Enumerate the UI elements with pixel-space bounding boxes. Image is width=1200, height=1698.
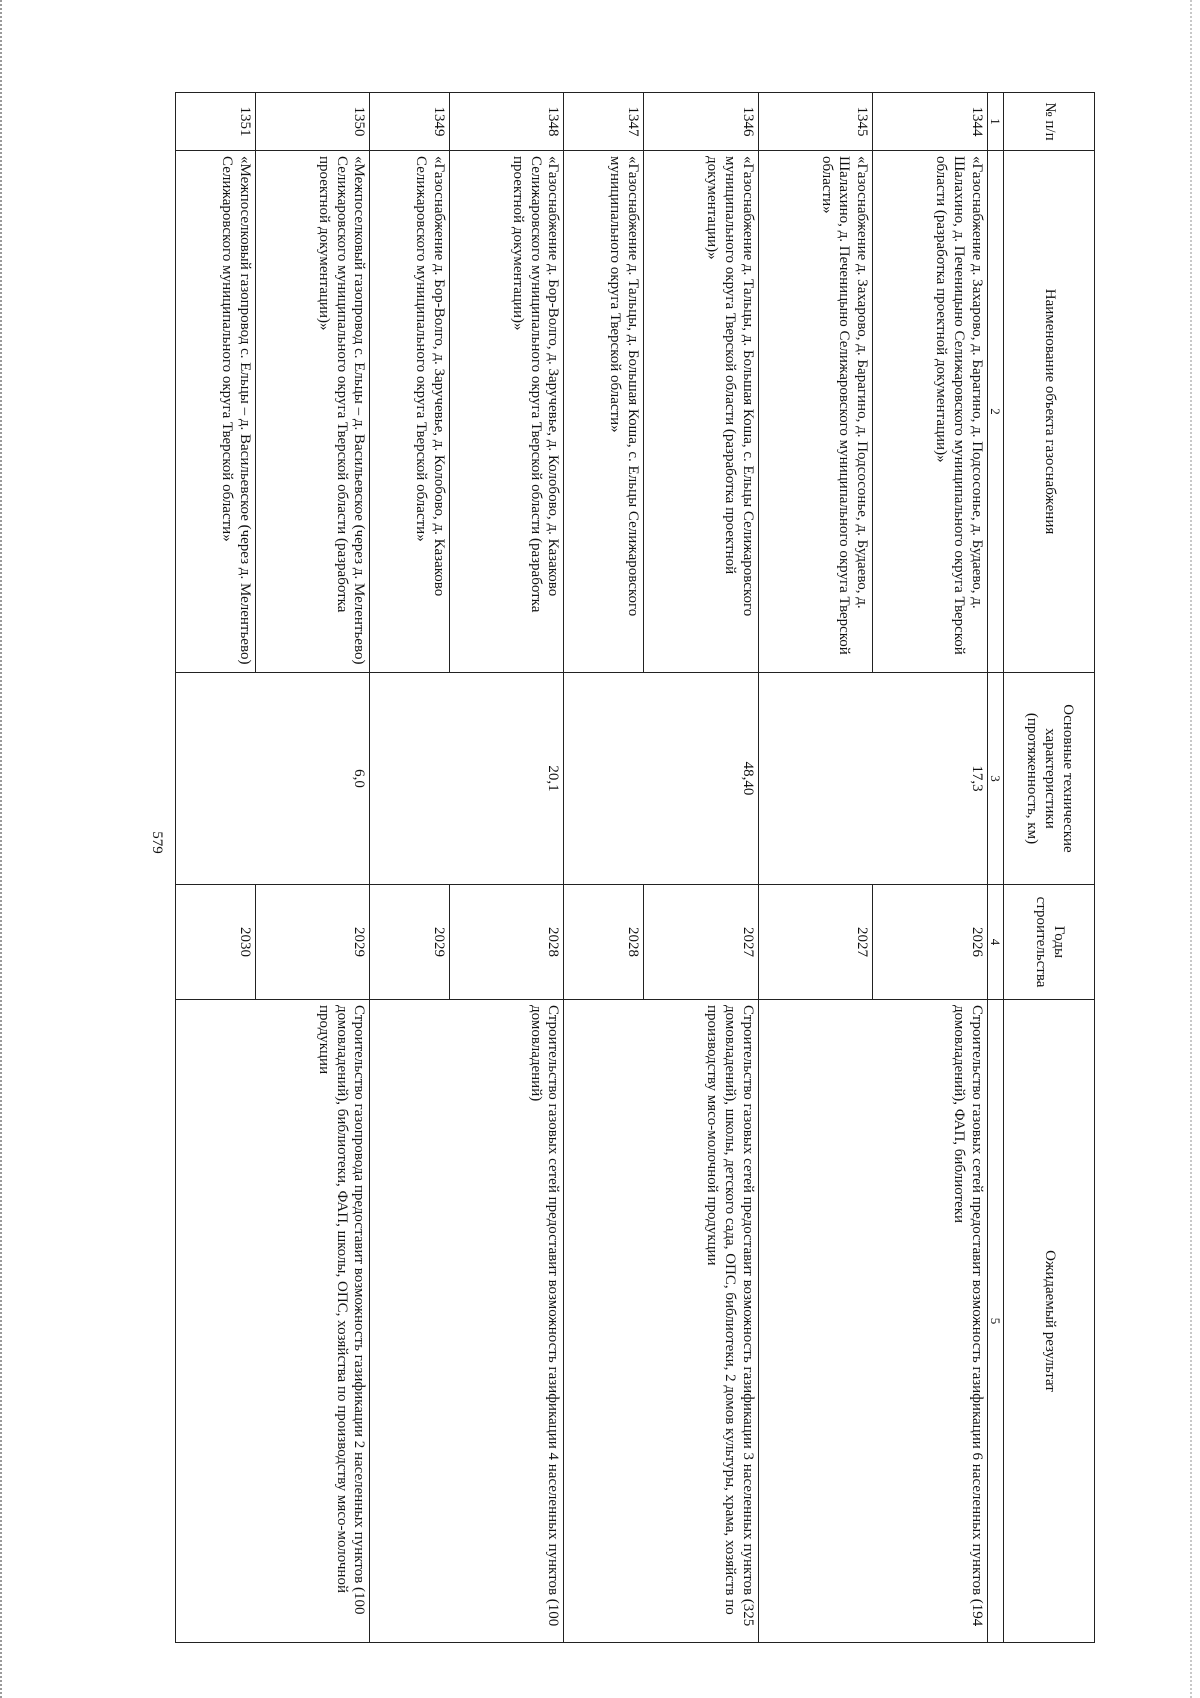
rotated-sheet [175,92,1095,1642]
construction-year: 2029 [255,885,370,1000]
object-name: «Газоснабжение д. Захарово, д. Барагино, д. Подсосонье, д. Будаево, д. Шалахино, д. Печеницыно Селижаровского муниципального округа Тверской области (разработка проектной документации)» [873,151,988,673]
header-row [1004,93,1095,1643]
column-number: 4 [987,885,1003,1000]
row-number: 1347 [564,93,644,151]
row-number: 1348 [449,93,564,151]
object-name: «Межпоселковый газопровод с. Ельцы – д. Васильевское (через д. Мелентьево) Селижаровского муниципального округа Тверской области» [176,151,256,673]
header-number: № п/п [1004,93,1095,151]
row-number: 1346 [644,93,759,151]
construction-year: 2028 [564,885,644,1000]
expected-result: Строительство газопровода предоставит возможность газификации 2 населенных пунктов (100 домовладений), библиотеки, ФАП, школы, ОПС, хозяйства по производству мясо-молочной продукции [176,1000,370,1643]
row-number: 1349 [370,93,450,151]
object-name: «Газоснабжение д. Бор-Волго, д. Заручевье, д. Колобово, д. Казаково Селижаровского муниципального округа Тверской области» [370,151,450,673]
table-row [255,93,370,1643]
expected-result: Строительство газовых сетей предоставит возможность газификации 4 населенных пунктов (100 домовладений) [370,1000,564,1643]
column-number: 5 [987,1000,1003,1643]
column-number: 3 [987,673,1003,885]
pipeline-length: 20,1 [370,673,564,885]
page-number: 579 [148,831,165,854]
table-row [449,93,564,1643]
row-number: 1344 [873,93,988,151]
right-edge-scan-marks [1186,0,1192,1698]
table-row [873,93,988,1643]
column-number-row [987,93,1003,1643]
pipeline-length: 6,0 [176,673,370,885]
expected-result: Строительство газовых сетей предоставит возможность газификации 6 населенных пунктов (194 домовладений), ФАП, библиотеки [758,1000,987,1643]
row-number: 1345 [758,93,873,151]
column-number: 1 [987,93,1003,151]
expected-result: Строительство газовых сетей предоставит возможность газификации 3 населенных пунктов (325 домовладений), школы, детского сада, ОПС, библиотеки, 2 домов культуры, храма, хозяйств по производству мясо-молочной продукции [564,1000,758,1643]
header-construction-years: Годы строительства [1004,885,1095,1000]
construction-year: 2027 [644,885,759,1000]
object-name: «Газоснабжение д. Бор-Волго, д. Заручевье, д. Колобово, д. Казаково Селижаровского муниципального округа Тверской области (разработка проектной документации)» [449,151,564,673]
object-name: «Межпоселковый газопровод с. Ельцы – д. Васильевское (через д. Мелентьево) Селижаровского муниципального округа Тверской области (разработка проектной документации)» [255,151,370,673]
row-number: 1351 [176,93,256,151]
header-technical-specs: Основные технические характеристики (протяженность, км) [1004,673,1095,885]
construction-year: 2028 [449,885,564,1000]
gas-supply-table [175,92,1095,1643]
construction-year: 2027 [758,885,873,1000]
construction-year: 2026 [873,885,988,1000]
header-expected-result: Ожидаемый результат [1004,1000,1095,1643]
construction-year: 2029 [370,885,450,1000]
pipeline-length: 48,40 [564,673,758,885]
pipeline-length: 17,3 [758,673,987,885]
object-name: «Газоснабжение д. Тальцы, д. Большая Коша, с. Ельцы Селижаровского муниципального округа Тверской области (разработка проектной документации)» [644,151,759,673]
object-name: «Газоснабжение д. Захарово, д. Барагино, д. Подсосонье, д. Будаево, д. Шалахино, д. Печеницыно Селижаровского муниципального округа Тверской области» [758,151,873,673]
row-number: 1350 [255,93,370,151]
table-row [644,93,759,1643]
left-edge-scan-marks [0,0,6,1698]
object-name: «Газоснабжение д. Тальцы, д. Большая Коша, с. Ельцы Селижаровского муниципального округа Тверской области» [564,151,644,673]
column-number: 2 [987,151,1003,673]
header-object-name: Наименование объекта газоснабжения [1004,151,1095,673]
construction-year: 2030 [176,885,256,1000]
